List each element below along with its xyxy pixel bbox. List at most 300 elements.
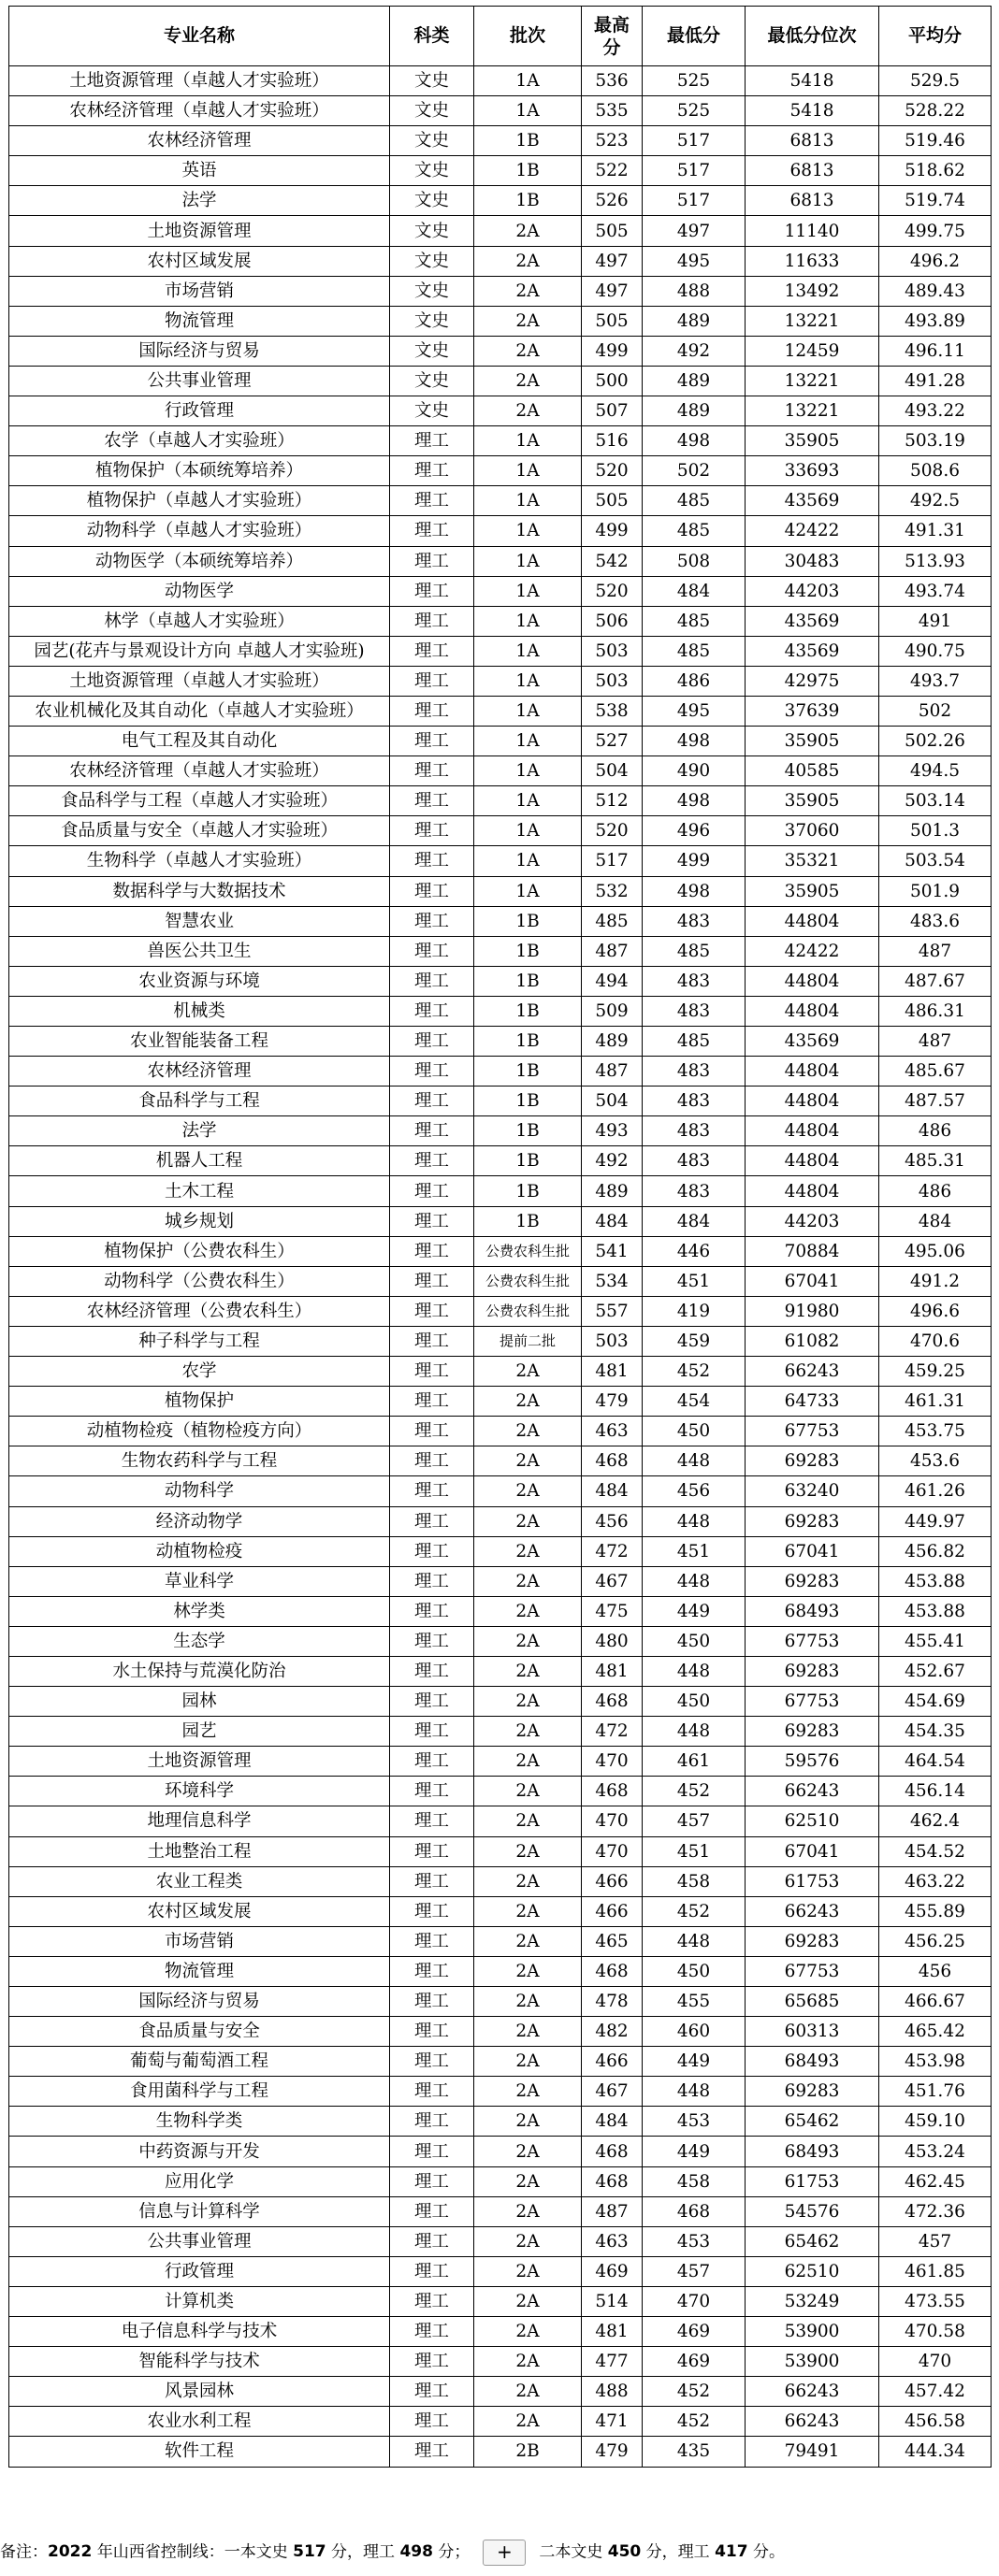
cell-batch: 1B	[474, 1057, 582, 1087]
cell-category: 理工	[390, 456, 474, 486]
cell-min-score: 469	[643, 2317, 746, 2347]
cell-min-score: 498	[643, 727, 746, 756]
cell-max-score: 534	[582, 1266, 643, 1296]
cell-batch: 2A	[474, 1956, 582, 1986]
table-row	[9, 2286, 992, 2316]
cell-batch: 2A	[474, 2286, 582, 2316]
cell-avg-score: 496.2	[879, 246, 992, 276]
cell-min-score: 450	[643, 1956, 746, 1986]
cell-max-score: 465	[582, 1926, 643, 1956]
cell-min-rank: 35905	[746, 426, 879, 456]
note-wenshi-first: 517	[293, 2542, 326, 2561]
cell-max-score: 503	[582, 1326, 643, 1356]
cell-min-score: 483	[643, 966, 746, 996]
cell-category: 理工	[390, 696, 474, 726]
cell-category: 理工	[390, 1266, 474, 1296]
cell-avg-score: 470.6	[879, 1326, 992, 1356]
cell-avg-score: 453.88	[879, 1566, 992, 1596]
cell-min-rank: 13221	[746, 306, 879, 336]
table-row	[9, 1536, 992, 1566]
cell-batch: 2A	[474, 1506, 582, 1536]
cell-major: 生态学	[9, 1626, 390, 1656]
cell-major: 食品质量与安全（卓越人才实验班）	[9, 816, 390, 846]
cell-batch: 1A	[474, 727, 582, 756]
cell-max-score: 468	[582, 1956, 643, 1986]
table-row	[9, 876, 992, 906]
cell-avg-score: 466.67	[879, 1987, 992, 2017]
cell-avg-score: 461.31	[879, 1387, 992, 1417]
cell-avg-score: 493.89	[879, 306, 992, 336]
cell-batch: 1A	[474, 486, 582, 516]
cell-min-rank: 44804	[746, 1087, 879, 1116]
cell-avg-score: 489.43	[879, 276, 992, 306]
cell-batch: 1B	[474, 186, 582, 216]
cell-avg-score: 491.28	[879, 366, 992, 396]
expand-plus-button[interactable]: +	[483, 2540, 526, 2566]
cell-avg-score: 457	[879, 2226, 992, 2256]
cell-major: 生物科学（卓越人才实验班）	[9, 846, 390, 876]
table-row	[9, 2077, 992, 2107]
cell-avg-score: 483.6	[879, 906, 992, 936]
cell-max-score: 481	[582, 1357, 643, 1387]
cell-max-score: 505	[582, 216, 643, 246]
cell-batch: 2A	[474, 1656, 582, 1686]
cell-major: 园林	[9, 1687, 390, 1717]
cell-max-score: 520	[582, 456, 643, 486]
cell-category: 理工	[390, 1866, 474, 1896]
cell-category: 理工	[390, 1476, 474, 1506]
cell-min-rank: 67753	[746, 1687, 879, 1717]
cell-min-rank: 61082	[746, 1326, 879, 1356]
table-row	[9, 1476, 992, 1506]
cell-batch: 2A	[474, 1987, 582, 2017]
cell-major: 物流管理	[9, 306, 390, 336]
cell-min-rank: 66243	[746, 2407, 879, 2437]
cell-batch: 1B	[474, 906, 582, 936]
cell-avg-score: 456.82	[879, 1536, 992, 1566]
cell-max-score: 472	[582, 1536, 643, 1566]
cell-min-rank: 44203	[746, 576, 879, 606]
cell-min-score: 448	[643, 1717, 746, 1747]
cell-max-score: 499	[582, 516, 643, 546]
table-row	[9, 1146, 992, 1176]
cell-min-rank: 67041	[746, 1536, 879, 1566]
cell-category: 理工	[390, 2347, 474, 2377]
cell-category: 理工	[390, 636, 474, 666]
table-row	[9, 1747, 992, 1777]
cell-min-rank: 68493	[746, 2047, 879, 2077]
cell-avg-score: 508.6	[879, 456, 992, 486]
cell-min-score: 525	[643, 96, 746, 126]
cell-min-rank: 61753	[746, 2166, 879, 2196]
cell-avg-score: 502	[879, 696, 992, 726]
cell-max-score: 470	[582, 1806, 643, 1836]
cell-batch: 1B	[474, 1176, 582, 1206]
cell-batch: 1A	[474, 576, 582, 606]
cell-max-score: 499	[582, 336, 643, 366]
cell-batch: 2A	[474, 1717, 582, 1747]
cell-avg-score: 496.6	[879, 1296, 992, 1326]
note-text-e: 分，理工	[641, 2542, 716, 2562]
cell-min-rank: 44804	[746, 1116, 879, 1146]
cell-category: 理工	[390, 1777, 474, 1806]
cell-avg-score: 501.9	[879, 876, 992, 906]
cell-max-score: 520	[582, 816, 643, 846]
cell-batch: 1B	[474, 1146, 582, 1176]
cell-min-score: 450	[643, 1417, 746, 1446]
table-row	[9, 126, 992, 156]
cell-min-rank: 13221	[746, 366, 879, 396]
cell-min-score: 498	[643, 876, 746, 906]
table-row	[9, 216, 992, 246]
cell-major: 智能科学与技术	[9, 2347, 390, 2377]
cell-min-rank: 67753	[746, 1626, 879, 1656]
cell-batch: 1A	[474, 516, 582, 546]
cell-batch: 2A	[474, 2226, 582, 2256]
cell-batch: 2A	[474, 1836, 582, 1866]
cell-min-score: 485	[643, 606, 746, 636]
cell-min-rank: 37060	[746, 816, 879, 846]
table-row	[9, 1326, 992, 1356]
table-row	[9, 1296, 992, 1326]
table-row	[9, 96, 992, 126]
cell-avg-score: 453.24	[879, 2137, 992, 2166]
cell-max-score: 538	[582, 696, 643, 726]
cell-min-score: 448	[643, 1656, 746, 1686]
table-row	[9, 2166, 992, 2196]
cell-min-rank: 43569	[746, 636, 879, 666]
cell-max-score: 517	[582, 846, 643, 876]
cell-avg-score: 513.93	[879, 546, 992, 576]
cell-avg-score: 456.58	[879, 2407, 992, 2437]
cell-category: 理工	[390, 546, 474, 576]
cell-batch: 1A	[474, 666, 582, 696]
cell-major: 行政管理	[9, 2256, 390, 2286]
cell-min-score: 508	[643, 546, 746, 576]
cell-batch: 2A	[474, 2047, 582, 2077]
cell-category: 理工	[390, 1896, 474, 1926]
note-text-b: 分，理工	[326, 2542, 400, 2562]
cell-max-score: 482	[582, 2017, 643, 2047]
cell-max-score: 504	[582, 1087, 643, 1116]
cell-major: 农村区域发展	[9, 246, 390, 276]
cell-min-score: 468	[643, 2196, 746, 2226]
cell-min-score: 483	[643, 1087, 746, 1116]
cell-major: 种子科学与工程	[9, 1326, 390, 1356]
cell-category: 文史	[390, 96, 474, 126]
cell-category: 文史	[390, 186, 474, 216]
cell-min-rank: 5418	[746, 66, 879, 96]
note-year: 2022	[48, 2542, 93, 2561]
cell-min-score: 498	[643, 786, 746, 816]
cell-major: 动植物检疫（植物检疫方向）	[9, 1417, 390, 1446]
cell-min-score: 485	[643, 636, 746, 666]
table-row	[9, 306, 992, 336]
cell-major: 动物科学（卓越人才实验班）	[9, 516, 390, 546]
cell-min-score: 452	[643, 1357, 746, 1387]
cell-min-rank: 53900	[746, 2317, 879, 2347]
cell-batch: 2B	[474, 2437, 582, 2467]
cell-avg-score: 485.67	[879, 1057, 992, 1087]
cell-avg-score: 461.26	[879, 1476, 992, 1506]
cell-category: 理工	[390, 936, 474, 966]
cell-max-score: 487	[582, 936, 643, 966]
cell-min-rank: 44804	[746, 1146, 879, 1176]
table-row	[9, 1417, 992, 1446]
cell-avg-score: 496.11	[879, 336, 992, 366]
cell-min-score: 483	[643, 1176, 746, 1206]
cell-batch: 2A	[474, 2107, 582, 2137]
table-row	[9, 2047, 992, 2077]
table-row	[9, 816, 992, 846]
cell-min-rank: 68493	[746, 1596, 879, 1626]
cell-batch: 1B	[474, 936, 582, 966]
cell-avg-score: 492.5	[879, 486, 992, 516]
cell-min-rank: 53900	[746, 2347, 879, 2377]
cell-category: 理工	[390, 1146, 474, 1176]
cell-batch: 1A	[474, 426, 582, 456]
cell-max-score: 497	[582, 276, 643, 306]
cell-avg-score: 486	[879, 1176, 992, 1206]
cell-min-rank: 6813	[746, 186, 879, 216]
cell-min-rank: 65462	[746, 2107, 879, 2137]
cell-major: 国际经济与贸易	[9, 336, 390, 366]
cell-category: 理工	[390, 1626, 474, 1656]
table-row	[9, 1806, 992, 1836]
cell-min-score: 450	[643, 1626, 746, 1656]
cell-avg-score: 487.67	[879, 966, 992, 996]
cell-batch: 2A	[474, 1777, 582, 1806]
cell-batch: 1A	[474, 636, 582, 666]
cell-min-rank: 70884	[746, 1236, 879, 1266]
table-row	[9, 396, 992, 426]
cell-category: 理工	[390, 1326, 474, 1356]
cell-batch: 2A	[474, 216, 582, 246]
cell-min-score: 490	[643, 756, 746, 786]
cell-batch: 2A	[474, 1896, 582, 1926]
cell-max-score: 471	[582, 2407, 643, 2437]
cell-min-score: 450	[643, 1687, 746, 1717]
cell-major: 园艺	[9, 1717, 390, 1747]
cell-avg-score: 454.69	[879, 1687, 992, 1717]
cell-avg-score: 454.52	[879, 1836, 992, 1866]
cell-max-score: 493	[582, 1116, 643, 1146]
cell-min-score: 499	[643, 846, 746, 876]
cell-max-score: 485	[582, 906, 643, 936]
cell-category: 理工	[390, 2017, 474, 2047]
cell-batch: 2A	[474, 2256, 582, 2286]
cell-category: 理工	[390, 2317, 474, 2347]
cell-max-score: 512	[582, 786, 643, 816]
cell-max-score: 557	[582, 1296, 643, 1326]
cell-min-score: 452	[643, 2377, 746, 2407]
cell-batch: 2A	[474, 1357, 582, 1387]
cell-batch: 2A	[474, 2377, 582, 2407]
cell-major: 信息与计算科学	[9, 2196, 390, 2226]
header-max-score: 最高分	[582, 7, 643, 66]
cell-min-score: 446	[643, 1236, 746, 1266]
cell-avg-score: 519.74	[879, 186, 992, 216]
cell-avg-score: 444.34	[879, 2437, 992, 2467]
cell-min-score: 517	[643, 126, 746, 156]
table-row	[9, 2256, 992, 2286]
cell-min-rank: 5418	[746, 96, 879, 126]
table-row	[9, 2226, 992, 2256]
cell-max-score: 514	[582, 2286, 643, 2316]
table-row	[9, 456, 992, 486]
cell-min-rank: 11633	[746, 246, 879, 276]
cell-category: 理工	[390, 1717, 474, 1747]
cell-max-score: 503	[582, 666, 643, 696]
cell-min-score: 449	[643, 1596, 746, 1626]
cell-category: 文史	[390, 306, 474, 336]
table-row	[9, 2347, 992, 2377]
cell-min-rank: 44804	[746, 1057, 879, 1087]
cell-major: 物流管理	[9, 1956, 390, 1986]
table-row	[9, 1566, 992, 1596]
cell-batch: 2A	[474, 1866, 582, 1896]
cell-major: 土地资源管理（卓越人才实验班）	[9, 666, 390, 696]
cell-min-rank: 79491	[746, 2437, 879, 2467]
cell-avg-score: 465.42	[879, 2017, 992, 2047]
cell-major: 土地资源管理	[9, 1747, 390, 1777]
cell-batch: 2A	[474, 2196, 582, 2226]
note-prefix: 备注：	[0, 2542, 48, 2562]
note-text-c: 分；	[432, 2542, 471, 2562]
cell-major: 农林经济管理（卓越人才实验班）	[9, 756, 390, 786]
cell-major: 农学（卓越人才实验班）	[9, 426, 390, 456]
cell-min-rank: 11140	[746, 216, 879, 246]
cell-major: 水土保持与荒漠化防治	[9, 1656, 390, 1686]
cell-min-score: 484	[643, 576, 746, 606]
cell-avg-score: 484	[879, 1206, 992, 1236]
cell-min-rank: 13492	[746, 276, 879, 306]
cell-category: 理工	[390, 2166, 474, 2196]
table-row	[9, 906, 992, 936]
cell-min-rank: 69283	[746, 1566, 879, 1596]
table-row	[9, 1956, 992, 1986]
cell-avg-score: 472.36	[879, 2196, 992, 2226]
cell-category: 理工	[390, 1926, 474, 1956]
cell-batch: 1A	[474, 846, 582, 876]
cell-max-score: 466	[582, 2047, 643, 2077]
cell-category: 理工	[390, 2137, 474, 2166]
cell-min-score: 485	[643, 1027, 746, 1057]
cell-major: 林学（卓越人才实验班）	[9, 606, 390, 636]
cell-major: 农林经济管理（公费农科生）	[9, 1296, 390, 1326]
cell-min-score: 484	[643, 1206, 746, 1236]
table-row	[9, 1896, 992, 1926]
cell-max-score: 470	[582, 1836, 643, 1866]
cell-min-rank: 67753	[746, 1956, 879, 1986]
cell-category: 文史	[390, 396, 474, 426]
cell-max-score: 484	[582, 2107, 643, 2137]
cell-major: 食品质量与安全	[9, 2017, 390, 2047]
cell-max-score: 526	[582, 186, 643, 216]
cell-category: 理工	[390, 1387, 474, 1417]
cell-min-rank: 69283	[746, 1656, 879, 1686]
cell-min-rank: 37639	[746, 696, 879, 726]
cell-min-rank: 67041	[746, 1266, 879, 1296]
header-major: 专业名称	[9, 7, 390, 66]
table-row	[9, 2317, 992, 2347]
cell-min-rank: 43569	[746, 1027, 879, 1057]
cell-avg-score: 453.75	[879, 1417, 992, 1446]
cell-max-score: 494	[582, 966, 643, 996]
table-body	[9, 66, 992, 2468]
cell-major: 农村区域发展	[9, 1896, 390, 1926]
cell-major: 地理信息科学	[9, 1806, 390, 1836]
cell-min-score: 458	[643, 2166, 746, 2196]
cell-min-rank: 35321	[746, 846, 879, 876]
cell-major: 公共事业管理	[9, 2226, 390, 2256]
cell-batch: 1A	[474, 546, 582, 576]
cell-min-rank: 69283	[746, 1717, 879, 1747]
table-row	[9, 1266, 992, 1296]
cell-max-score: 484	[582, 1476, 643, 1506]
cell-batch: 提前二批	[474, 1326, 582, 1356]
cell-min-score: 525	[643, 66, 746, 96]
cell-major: 市场营销	[9, 1926, 390, 1956]
cell-major: 机器人工程	[9, 1146, 390, 1176]
cell-max-score: 506	[582, 606, 643, 636]
cell-min-score: 489	[643, 366, 746, 396]
cell-major: 农林经济管理	[9, 1057, 390, 1087]
cell-avg-score: 491.2	[879, 1266, 992, 1296]
cell-min-score: 453	[643, 2107, 746, 2137]
cell-min-rank: 59576	[746, 1747, 879, 1777]
cell-category: 理工	[390, 2047, 474, 2077]
cell-batch: 2A	[474, 2347, 582, 2377]
cell-batch: 1A	[474, 606, 582, 636]
cell-batch: 1A	[474, 96, 582, 126]
cell-min-score: 488	[643, 276, 746, 306]
cell-avg-score: 463.22	[879, 1866, 992, 1896]
cell-min-score: 470	[643, 2286, 746, 2316]
cell-min-score: 483	[643, 906, 746, 936]
cell-min-score: 495	[643, 246, 746, 276]
cell-avg-score: 454.35	[879, 1717, 992, 1747]
cell-min-score: 451	[643, 1536, 746, 1566]
cell-min-score: 489	[643, 306, 746, 336]
cell-min-rank: 30483	[746, 546, 879, 576]
cell-category: 理工	[390, 1506, 474, 1536]
cell-category: 理工	[390, 1027, 474, 1057]
table-row	[9, 336, 992, 366]
cell-avg-score: 490.75	[879, 636, 992, 666]
cell-category: 理工	[390, 1087, 474, 1116]
cell-batch: 2A	[474, 2407, 582, 2437]
table-row	[9, 1717, 992, 1747]
cell-category: 理工	[390, 1417, 474, 1446]
cell-major: 法学	[9, 186, 390, 216]
cell-major: 法学	[9, 1116, 390, 1146]
cell-batch: 2A	[474, 246, 582, 276]
cell-min-rank: 6813	[746, 156, 879, 186]
cell-max-score: 469	[582, 2256, 643, 2286]
cell-avg-score: 453.6	[879, 1446, 992, 1476]
cell-max-score: 507	[582, 396, 643, 426]
cell-min-rank: 69283	[746, 1506, 879, 1536]
cell-batch: 2A	[474, 366, 582, 396]
cell-min-score: 460	[643, 2017, 746, 2047]
cell-batch: 2A	[474, 1747, 582, 1777]
cell-min-rank: 35905	[746, 727, 879, 756]
cell-batch: 公费农科生批	[474, 1236, 582, 1266]
cell-avg-score: 518.62	[879, 156, 992, 186]
table-row	[9, 2107, 992, 2137]
cell-major: 公共事业管理	[9, 366, 390, 396]
